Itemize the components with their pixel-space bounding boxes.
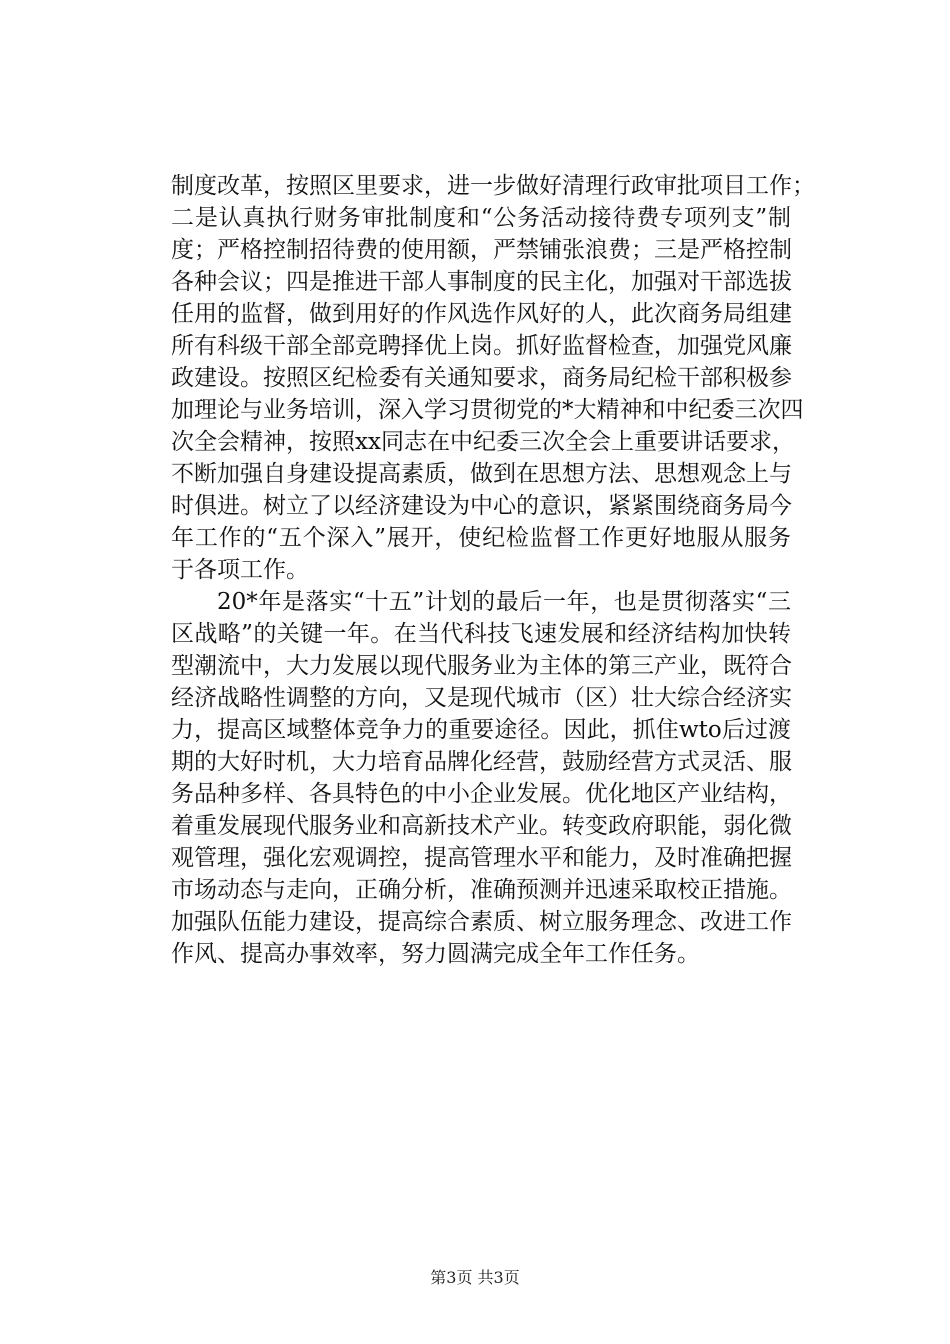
paragraph-line: 于各项工作。: [171, 557, 309, 583]
paragraph-line: 度；严格控制招待费的使用额，严禁铺张浪费；三是严格控制: [171, 237, 792, 263]
paragraph-line: 市场动态与走向，正确分析，准确预测并迅速采取校正措施。: [171, 877, 792, 903]
paragraph-line: 任用的监督，做到用好的作风选作风好的人，此次商务局组建: [171, 301, 792, 327]
paragraph-line: 各种会议；四是推进干部人事制度的民主化，加强对干部选拔: [171, 269, 792, 295]
paragraph-line: 观管理，强化宏观调控，提高管理水平和能力，及时准确把握: [171, 845, 792, 871]
page-number-footer: 第3页 共3页: [430, 1268, 520, 1287]
paragraph-line: 政建设。按照区纪检委有关通知要求，商务局纪检干部积极参: [171, 365, 792, 391]
paragraph-line: 次全会精神，按照xx同志在中纪委三次全会上重要讲话要求，: [171, 429, 795, 455]
paragraph-line: 经济战略性调整的方向，又是现代城市（区）壮大综合经济实: [171, 685, 792, 711]
document-body: [171, 170, 815, 970]
paragraph-line: 不断加强自身建设提高素质，做到在思想方法、思想观念上与: [171, 461, 792, 487]
paragraph-line: 作风、提高办事效率，努力圆满完成全年工作任务。: [171, 941, 700, 967]
paragraph-line: 所有科级干部全部竞聘择优上岗。抓好监督检查，加强党风廉: [171, 333, 792, 359]
paragraph-2: [171, 586, 791, 970]
paragraph-line: 区战略”的关键一年。在当代科技飞速发展和经济结构加快转: [171, 621, 791, 647]
paragraph-line: 二是认真执行财务审批制度和“公务活动接待费专项列支”制: [171, 205, 791, 231]
paragraph-line: 制度改革，按照区里要求，进一步做好清理行政审批项目工作；: [171, 173, 815, 199]
paragraph-line: 力，提高区域整体竞争力的重要途径。因此，抓住wto后过渡: [171, 717, 791, 743]
paragraph-line: 型潮流中，大力发展以现代服务业为主体的第三产业，既符合: [171, 653, 792, 679]
paragraph-line: 加强队伍能力建设，提高综合素质、树立服务理念、改进工作: [171, 909, 792, 935]
paragraph-line: 务品种多样、各具特色的中小企业发展。优化地区产业结构，: [171, 781, 792, 807]
paragraph-line: 20*年是落实“十五”计划的最后一年，也是贯彻落实“三: [217, 589, 791, 615]
paragraph-1: [171, 170, 815, 586]
paragraph-line: 期的大好时机，大力培育品牌化经营，鼓励经营方式灵活、服: [171, 749, 792, 775]
paragraph-line: 着重发展现代服务业和高新技术产业。转变政府职能，弱化微: [171, 813, 792, 839]
paragraph-line: 加理论与业务培训，深入学习贯彻党的*大精神和中纪委三次四: [171, 397, 804, 423]
paragraph-line: 年工作的“五个深入”展开，使纪检监督工作更好地服从服务: [171, 525, 791, 551]
paragraph-line: 时俱进。树立了以经济建设为中心的意识，紧紧围绕商务局今: [171, 493, 792, 519]
